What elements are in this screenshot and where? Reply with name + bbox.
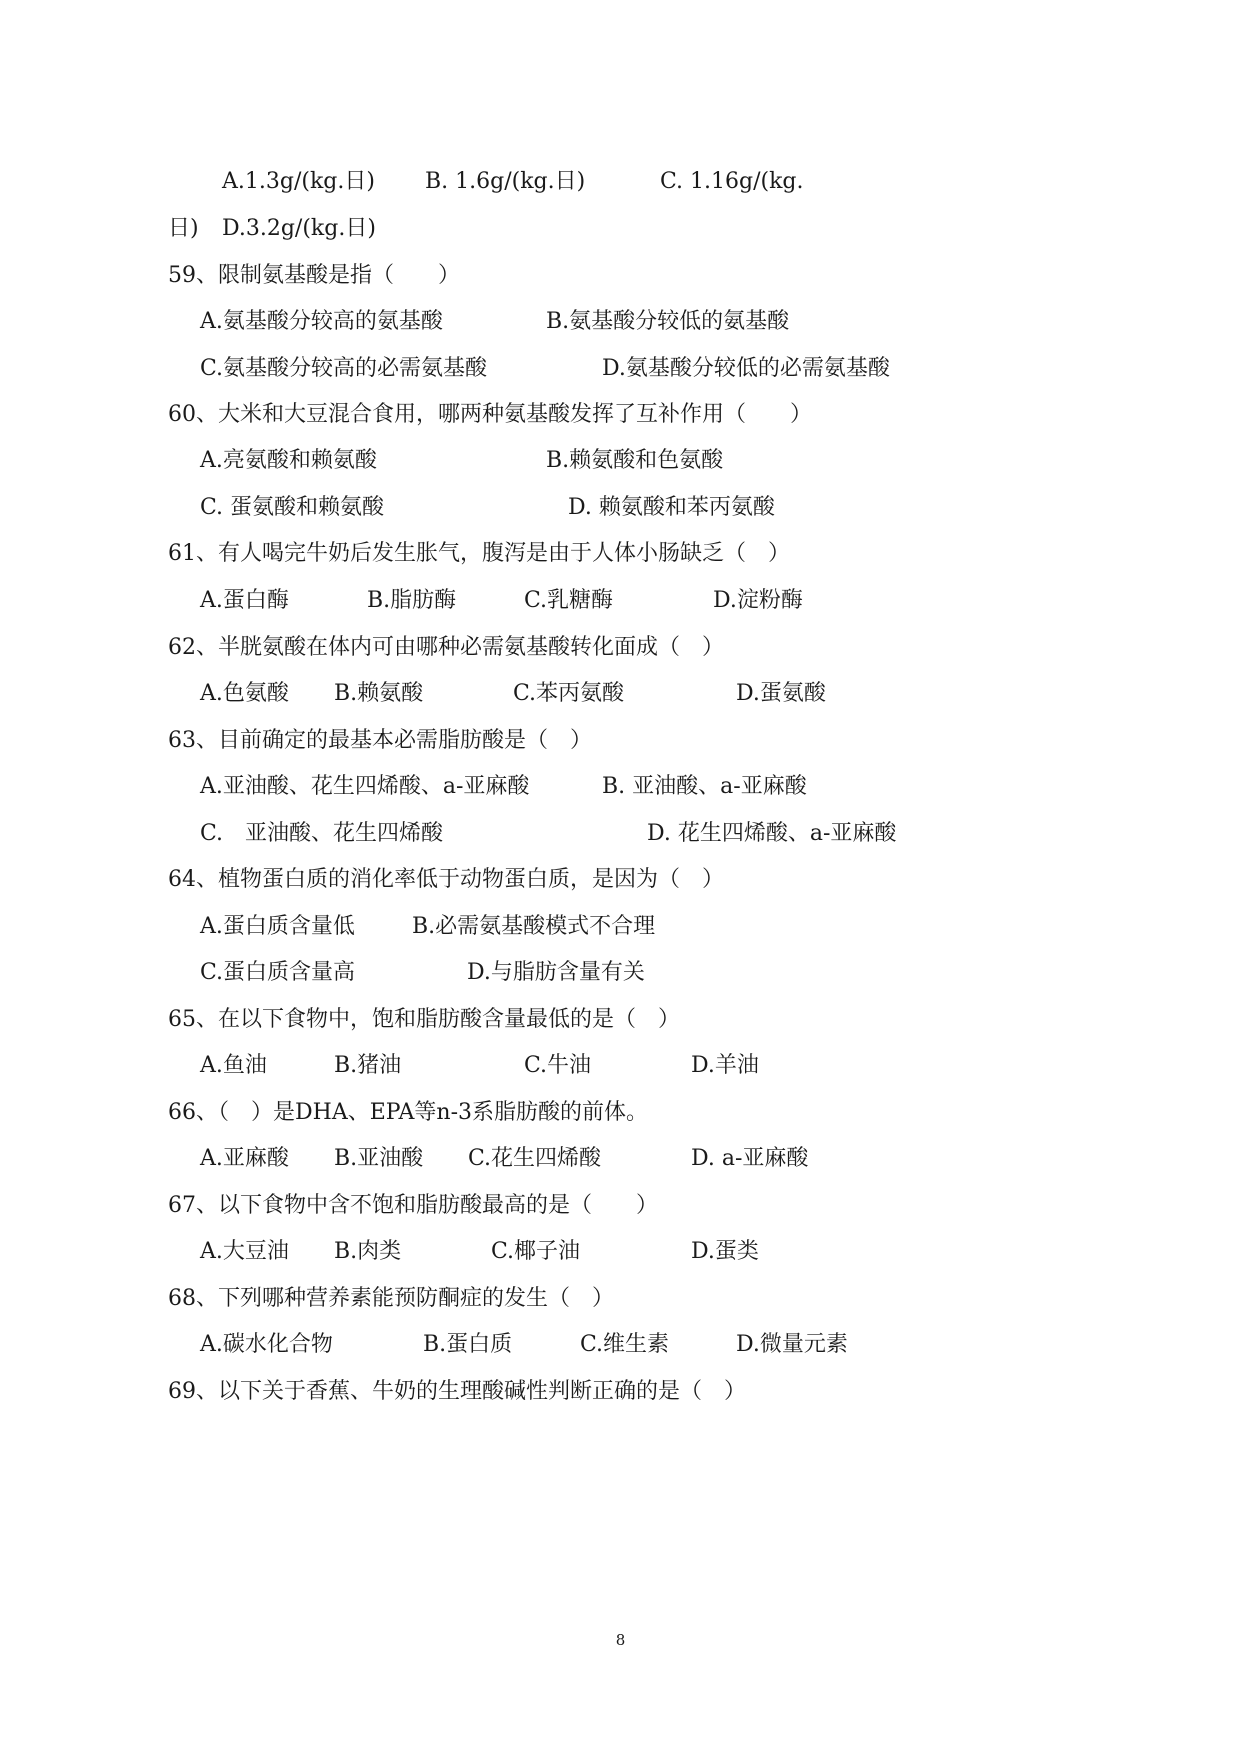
option-text: B. 1.6g/(kg.日) xyxy=(425,169,586,194)
options-line xyxy=(0,1325,1241,1365)
options-line xyxy=(0,1232,1241,1272)
options-line xyxy=(0,767,1241,807)
options-line xyxy=(0,209,1241,249)
option-text: C.蛋白质含量高 xyxy=(200,960,356,985)
question-text: 61、有人喝完牛奶后发生胀气，腹泻是由于人体小肠缺乏（ ） xyxy=(168,541,790,566)
options-line xyxy=(0,907,1241,947)
option-text: D.微量元素 xyxy=(736,1332,848,1357)
option-text: C. 1.16g/(kg. xyxy=(660,169,804,194)
question-text: 65、在以下食物中，饱和脂肪酸含量最低的是（ ） xyxy=(168,1007,680,1032)
options-line xyxy=(0,441,1241,481)
question-line xyxy=(0,1279,1241,1319)
option-text: B.亚油酸 xyxy=(334,1146,424,1171)
option-text: C.苯丙氨酸 xyxy=(513,681,625,706)
option-text: C. 蛋氨酸和赖氨酸 xyxy=(200,495,385,520)
option-text: C.椰子油 xyxy=(491,1239,581,1264)
question-text: 60、大米和大豆混合食用，哪两种氨基酸发挥了互补作用（ ） xyxy=(168,402,812,427)
options-line xyxy=(0,302,1241,342)
options-line xyxy=(0,581,1241,621)
option-text: D. a-亚麻酸 xyxy=(691,1146,809,1171)
question-line xyxy=(0,721,1241,761)
question-line xyxy=(0,534,1241,574)
option-text: A.氨基酸分较高的氨基酸 xyxy=(200,309,443,334)
options-line xyxy=(0,953,1241,993)
question-text: 62、半胱氨酸在体内可由哪种必需氨基酸转化面成（ ） xyxy=(168,635,724,660)
question-line xyxy=(0,1000,1241,1040)
option-text: D.与脂肪含量有关 xyxy=(467,960,645,985)
option-text: D.羊油 xyxy=(691,1053,759,1078)
option-text: B.蛋白质 xyxy=(423,1332,513,1357)
options-line xyxy=(0,1139,1241,1179)
option-text: C.花生四烯酸 xyxy=(468,1146,602,1171)
option-text: B.脂肪酶 xyxy=(367,588,457,613)
option-text: D.氨基酸分较低的必需氨基酸 xyxy=(602,356,890,381)
option-text: A.蛋白酶 xyxy=(200,588,289,613)
option-text: B.必需氨基酸模式不合理 xyxy=(412,914,656,939)
option-text: A.1.3g/(kg.日) xyxy=(222,169,375,194)
option-text: B. 亚油酸、a-亚麻酸 xyxy=(602,774,807,799)
option-text: D.蛋氨酸 xyxy=(736,681,826,706)
option-text: D.蛋类 xyxy=(691,1239,759,1264)
question-text: 66、（ ）是DHA、EPA等n-3系脂肪酸的前体。 xyxy=(168,1100,649,1125)
options-line xyxy=(0,488,1241,528)
question-text: 59、限制氨基酸是指（ ） xyxy=(168,263,460,288)
option-text: A.鱼油 xyxy=(200,1053,267,1078)
options-line xyxy=(0,349,1241,389)
option-text: C.牛油 xyxy=(524,1053,592,1078)
question-line xyxy=(0,1186,1241,1226)
question-text: 63、目前确定的最基本必需脂肪酸是（ ） xyxy=(168,728,592,753)
option-text: A.亚油酸、花生四烯酸、a-亚麻酸 xyxy=(200,774,530,799)
option-text: B.赖氨酸 xyxy=(334,681,424,706)
options-line xyxy=(0,1046,1241,1086)
options-line xyxy=(0,162,1241,202)
question-line xyxy=(0,860,1241,900)
option-text: C.乳糖酶 xyxy=(524,588,614,613)
option-text: A.蛋白质含量低 xyxy=(200,914,355,939)
question-line xyxy=(0,395,1241,435)
question-text: 69、以下关于香蕉、牛奶的生理酸碱性判断正确的是（ ） xyxy=(168,1379,746,1404)
question-line xyxy=(0,256,1241,296)
option-text: D.3.2g/(kg.日) xyxy=(222,216,376,241)
option-text: D. 花生四烯酸、a-亚麻酸 xyxy=(647,821,897,846)
question-line xyxy=(0,1372,1241,1412)
question-line xyxy=(0,628,1241,668)
option-text: B.肉类 xyxy=(334,1239,402,1264)
options-line xyxy=(0,814,1241,854)
option-text: B.氨基酸分较低的氨基酸 xyxy=(546,309,790,334)
question-text: 67、以下食物中含不饱和脂肪酸最高的是（ ） xyxy=(168,1193,658,1218)
option-text: A.亮氨酸和赖氨酸 xyxy=(200,448,377,473)
question-text: 64、植物蛋白质的消化率低于动物蛋白质，是因为（ ） xyxy=(168,867,724,892)
page-number: 8 xyxy=(615,1631,626,1649)
question-line xyxy=(0,1093,1241,1133)
option-text: C.氨基酸分较高的必需氨基酸 xyxy=(200,356,488,381)
option-text: A.大豆油 xyxy=(200,1239,289,1264)
option-text: D. 赖氨酸和苯丙氨酸 xyxy=(568,495,775,520)
option-text: A.亚麻酸 xyxy=(200,1146,289,1171)
question-text: 68、下列哪种营养素能预防酮症的发生（ ） xyxy=(168,1286,614,1311)
option-text: C.维生素 xyxy=(580,1332,670,1357)
options-line xyxy=(0,674,1241,714)
option-text: A.碳水化合物 xyxy=(200,1332,333,1357)
option-text: 日) xyxy=(168,216,199,241)
option-text: D.淀粉酶 xyxy=(713,588,803,613)
option-text: B.赖氨酸和色氨酸 xyxy=(546,448,724,473)
option-text: C. 亚油酸、花生四烯酸 xyxy=(200,821,444,846)
option-text: B.猪油 xyxy=(334,1053,402,1078)
option-text: A.色氨酸 xyxy=(200,681,289,706)
